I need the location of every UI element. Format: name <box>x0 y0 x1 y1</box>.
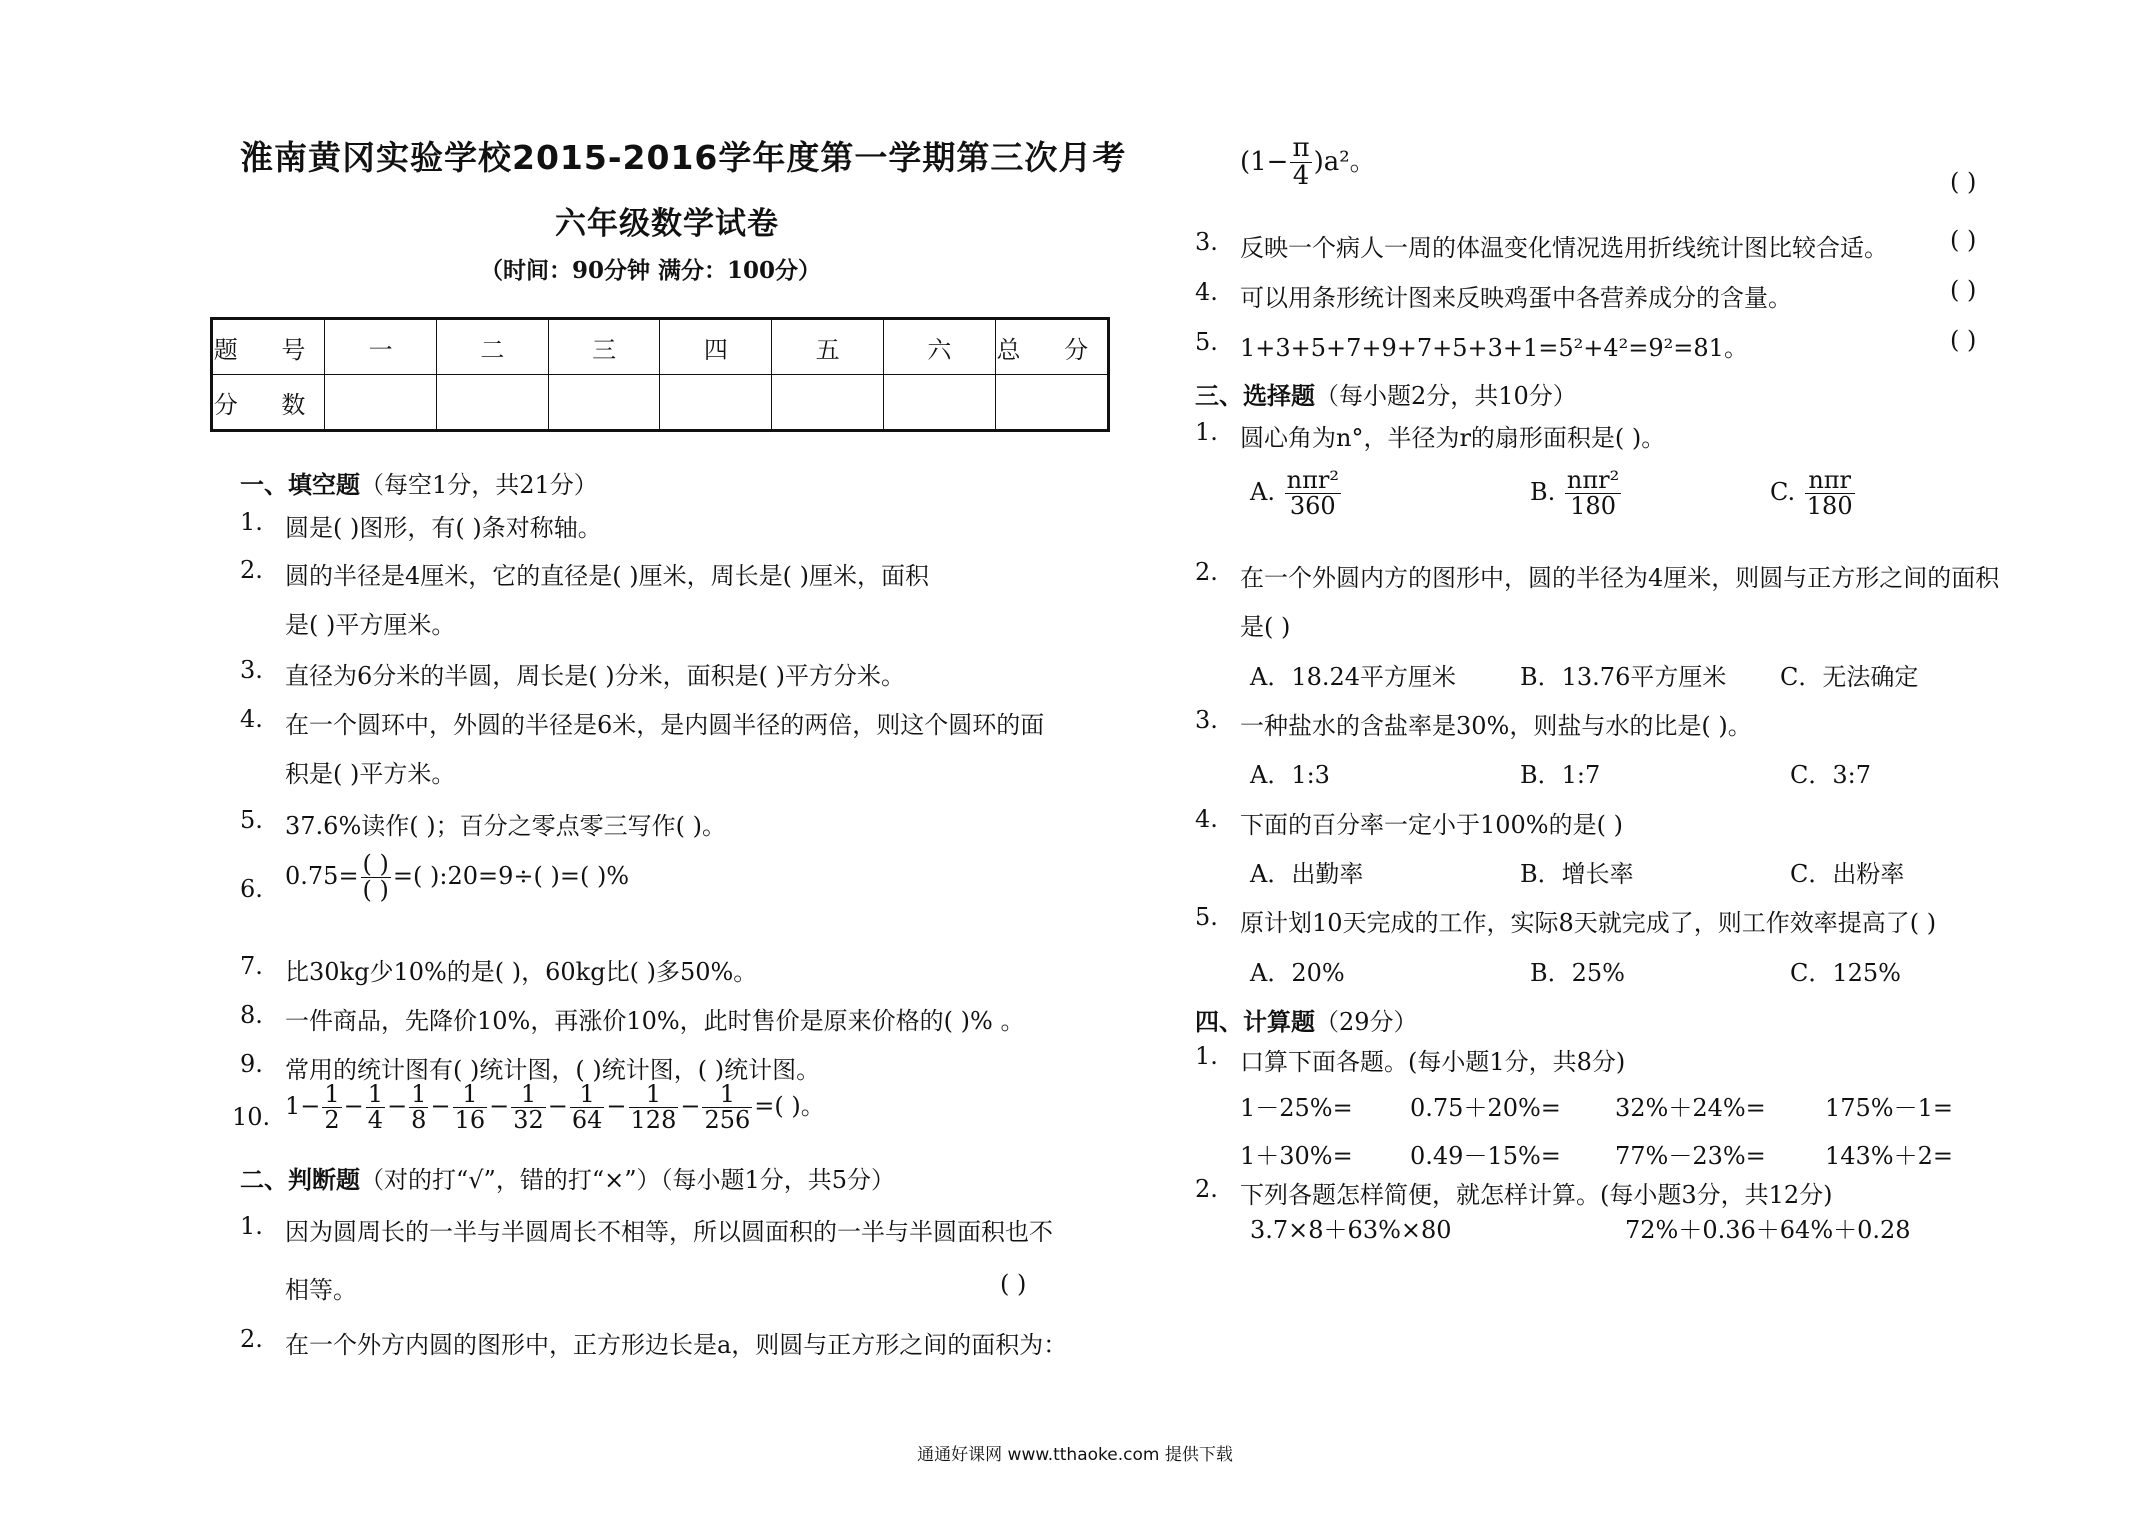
fill-q2-line2: 是( )平方厘米。 <box>285 611 456 639</box>
answer-paren[interactable]: ( ) <box>1950 226 1977 254</box>
section-2-note: （对的打“√”，错的打“×”）（每小题1分，共5分） <box>360 1166 896 1194</box>
choice-option[interactable]: C．出粉率 <box>1790 860 1905 888</box>
fill-q9: 常用的统计图有( )统计图，( )统计图，( )统计图。 <box>285 1056 821 1084</box>
fraction-numerator: ( ) <box>362 850 389 878</box>
judge-q2-line2 <box>1240 135 1376 191</box>
fraction-numerator: 1 <box>570 1082 605 1108</box>
fill-q10: 1− $\frac{1}{2}$ − $\frac{1}{4}$ − $\frac{1}{8}$ − $\frac{1}{16}$ − $\frac{1}{32}$ − $\frac{1}{64}$ − $\frac{1}{128}$ − $\frac{1}{256}$ =( )。 <box>285 1080 825 1135</box>
fraction-denominator: 8 <box>411 1106 427 1135</box>
score-table-score-row <box>212 375 1109 431</box>
fraction-numerator: 1 <box>629 1082 679 1108</box>
score-header-cell: 二 <box>436 319 548 375</box>
section-4-heading <box>1195 1002 1418 1037</box>
q-number: 1. <box>1195 1042 1218 1070</box>
exam-title: 淮南黄冈实验学校2015-2016学年度第一学期第三次月考 <box>240 138 1127 177</box>
q6-prefix: 0.75= <box>285 862 359 891</box>
oral-calc: 143%＋2= <box>1825 1142 1953 1170</box>
fraction-denominator: 360 <box>1289 492 1336 521</box>
choice-q5: 原计划10天完成的工作，实际8天就完成了，则工作效率提高了( ) <box>1240 909 1937 937</box>
q-number: 3. <box>240 656 263 684</box>
answer-paren[interactable]: ( ) <box>1950 168 1977 196</box>
section-2-heading <box>240 1160 895 1195</box>
q-number: 4. <box>1195 805 1218 833</box>
score-table-header-row <box>212 319 1109 375</box>
choice-option[interactable]: A．20% <box>1250 959 1345 987</box>
choice-option[interactable]: A．18.24平方厘米 <box>1250 663 1457 691</box>
q-number: 2. <box>1195 558 1218 586</box>
fraction-denominator: 256 <box>704 1106 751 1135</box>
judge-q4: 可以用条形统计图来反映鸡蛋中各营养成分的含量。 <box>1240 284 1792 312</box>
fraction-numerator: nπr² <box>1286 466 1339 494</box>
judge-q1-line2: 相等。 <box>285 1276 357 1304</box>
section-1-note: （每空1分，共21分） <box>360 471 598 499</box>
fill-q4-line1: 在一个圆环中，外圆的半径是6米，是内圆半径的两倍，则这个圆环的面 <box>285 711 1045 739</box>
choice-option[interactable]: B．25% <box>1530 959 1625 987</box>
choice-q1-option-b[interactable] <box>1530 468 1623 519</box>
fraction-numerator: nπr <box>1805 468 1855 494</box>
judge-q5: 1+3+5+7+9+7+5+3+1=5²+4²=9²=81。 <box>1240 334 1748 362</box>
fraction-denominator: 4 <box>367 1106 384 1135</box>
choice-option[interactable]: B．13.76平方厘米 <box>1520 663 1727 691</box>
footer-credit: 通通好课网 www.tthaoke.com 提供下载 <box>917 1445 1233 1465</box>
judge-q3: 反映一个病人一周的体温变化情况选用折线统计图比较合适。 <box>1240 234 1888 262</box>
fraction-numerator: 1 <box>511 1082 546 1108</box>
answer-paren[interactable]: ( ) <box>1950 276 1977 304</box>
choice-option[interactable]: C．无法确定 <box>1780 663 1919 691</box>
fraction-numerator: 1 <box>367 1080 384 1108</box>
section-4-title: 四、计算题 <box>1195 1008 1315 1036</box>
answer-paren[interactable]: ( ) <box>1950 326 1977 354</box>
q-number: 9. <box>240 1050 263 1078</box>
score-header-cell: 三 <box>548 319 660 375</box>
fraction-denominator: 180 <box>1570 492 1616 521</box>
fill-q8: 一件商品，先降价10%，再涨价10%，此时售价是原来价格的( )% 。 <box>285 1007 1025 1035</box>
fill-q4-line2: 积是( )平方米。 <box>285 760 456 788</box>
q-number: 1. <box>240 508 263 536</box>
section-3-note: （每小题2分，共10分） <box>1315 382 1577 410</box>
q-number: 3. <box>1195 706 1218 734</box>
q-number: 7. <box>240 952 263 980</box>
q6-suffix: =( ):20=9÷( )=( )% <box>392 862 630 891</box>
fraction-denominator: 2 <box>324 1106 340 1135</box>
q-number: 2. <box>240 1325 263 1353</box>
fraction-numerator: nπr² <box>1566 466 1620 494</box>
section-1-title: 一、填空题 <box>240 471 360 499</box>
q-number: 8. <box>240 1001 263 1029</box>
q-number: 2. <box>240 556 263 584</box>
choice-q2-line1: 在一个外圆内方的图形中，圆的半径为4厘米，则圆与正方形之间的面积 <box>1240 564 2000 592</box>
score-table <box>210 317 1110 432</box>
calc-q1: 口算下面各题。(每小题1分，共8分) <box>1240 1048 1626 1076</box>
option-label: A. <box>1250 478 1275 507</box>
fraction-denominator: 16 <box>454 1106 486 1135</box>
fraction-numerator: 1 <box>324 1080 340 1108</box>
q-number: 1. <box>1195 418 1218 446</box>
fraction-numerator: π <box>1292 133 1310 163</box>
score-cell[interactable] <box>436 375 548 431</box>
q-number: 5. <box>1195 903 1218 931</box>
q10-prefix: 1− <box>285 1092 321 1121</box>
time-note: （时间：90分钟 满分：100分） <box>480 257 822 284</box>
calc-q2: 下列各题怎样简便，就怎样计算。(每小题3分，共12分) <box>1240 1181 1833 1209</box>
q-number: 4. <box>1195 278 1218 306</box>
score-cell[interactable] <box>995 375 1108 431</box>
score-cell[interactable] <box>660 375 772 431</box>
fraction-denominator: ( ) <box>362 876 389 905</box>
fill-q5: 37.6%读作( )；百分之零点零三写作( )。 <box>285 812 726 840</box>
fraction-denominator: 128 <box>630 1106 677 1135</box>
fill-q2-line1: 圆的半径是4厘米，它的直径是( )厘米，周长是( )厘米，面积 <box>285 562 929 590</box>
score-row-label: 分 数 <box>212 375 325 431</box>
choice-q1-option-a[interactable] <box>1250 468 1343 519</box>
choice-option[interactable]: B．增长率 <box>1520 860 1634 888</box>
calc-expression: 3.7×8＋63%×80 <box>1250 1216 1452 1244</box>
section-1-heading <box>240 465 598 500</box>
choice-option[interactable]: C．125% <box>1790 959 1901 987</box>
q-number: 4. <box>240 705 263 733</box>
q-number: 3. <box>1195 228 1218 256</box>
choice-option[interactable]: C．3:7 <box>1790 761 1871 789</box>
oral-calc: 0.75＋20%= <box>1410 1094 1561 1122</box>
q-number: 5. <box>1195 328 1218 356</box>
q-number: 10. <box>232 1103 271 1131</box>
score-cell[interactable] <box>325 375 437 431</box>
option-label: B. <box>1530 478 1556 507</box>
answer-paren[interactable]: ( ) <box>1000 1270 1027 1298</box>
fill-q6 <box>285 852 629 903</box>
choice-option[interactable]: A．出勤率 <box>1250 860 1364 888</box>
oral-calc: 0.49－15%= <box>1410 1142 1561 1170</box>
score-header-cell: 题 号 <box>212 319 325 375</box>
oral-calc: 175%－1= <box>1825 1094 1953 1122</box>
fill-q7: 比30kg少10%的是( )，60kg比( )多50%。 <box>285 958 758 986</box>
q2-formula-prefix: (1− <box>1240 146 1289 177</box>
score-cell[interactable] <box>772 375 884 431</box>
q10-suffix: =( )。 <box>754 1092 825 1121</box>
score-cell[interactable] <box>548 375 660 431</box>
section-3-title: 三、选择题 <box>1195 382 1315 410</box>
oral-calc: 1－25%= <box>1240 1094 1353 1122</box>
section-2-title: 二、判断题 <box>240 1166 360 1194</box>
fraction-numerator: 1 <box>702 1082 752 1108</box>
section-4-note: （29分） <box>1315 1008 1418 1036</box>
judge-q2-line1: 在一个外方内圆的图形中，正方形边长是a，则圆与正方形之间的面积为： <box>285 1331 1068 1359</box>
section-3-heading <box>1195 376 1577 411</box>
q-number: 6. <box>240 875 263 903</box>
fill-q3: 直径为6分米的半圆，周长是( )分米，面积是( )平方分米。 <box>285 662 905 690</box>
choice-q4: 下面的百分率一定小于100%的是( ) <box>1240 811 1623 839</box>
fraction-denominator: 4 <box>1292 161 1310 192</box>
fraction-denominator: 32 <box>513 1106 544 1135</box>
oral-calc: 32%＋24%= <box>1615 1094 1766 1122</box>
q2-formula-suffix: )a²。 <box>1313 146 1376 177</box>
choice-option[interactable]: A．1:3 <box>1250 761 1330 789</box>
score-header-cell: 一 <box>325 319 437 375</box>
oral-calc: 1＋30%= <box>1240 1142 1353 1170</box>
choice-q3: 一种盐水的含盐率是30%，则盐与水的比是( )。 <box>1240 712 1752 740</box>
choice-q1: 圆心角为n°，半径为r的扇形面积是( )。 <box>1240 424 1666 452</box>
fraction-numerator: 1 <box>411 1080 427 1108</box>
choice-q2-line2: 是( ) <box>1240 613 1291 641</box>
calc-expression: 72%＋0.36＋64%＋0.28 <box>1625 1216 1911 1244</box>
q-number: 5. <box>240 806 263 834</box>
fraction-numerator: 1 <box>453 1082 488 1108</box>
choice-q1-option-c[interactable] <box>1770 468 1857 519</box>
q-number: 2. <box>1195 1175 1218 1203</box>
fraction-denominator: 180 <box>1806 492 1853 521</box>
judge-q1-line1: 因为圆周长的一半与半圆周长不相等，所以圆面积的一半与半圆面积也不 <box>285 1218 1053 1246</box>
fraction-denominator: 64 <box>571 1106 603 1135</box>
score-cell[interactable] <box>883 375 995 431</box>
exam-subtitle: 六年级数学试卷 <box>555 206 779 242</box>
score-header-cell: 六 <box>883 319 995 375</box>
q6-fraction <box>361 852 391 903</box>
score-header-cell: 四 <box>660 319 772 375</box>
q-number: 1. <box>240 1212 263 1240</box>
oral-calc: 77%－23%= <box>1615 1142 1766 1170</box>
option-label: C. <box>1770 478 1796 507</box>
fill-q1: 圆是( )图形，有( )条对称轴。 <box>285 514 602 542</box>
score-header-cell: 总 分 <box>995 319 1108 375</box>
score-header-cell: 五 <box>772 319 884 375</box>
choice-option[interactable]: B．1:7 <box>1520 761 1601 789</box>
